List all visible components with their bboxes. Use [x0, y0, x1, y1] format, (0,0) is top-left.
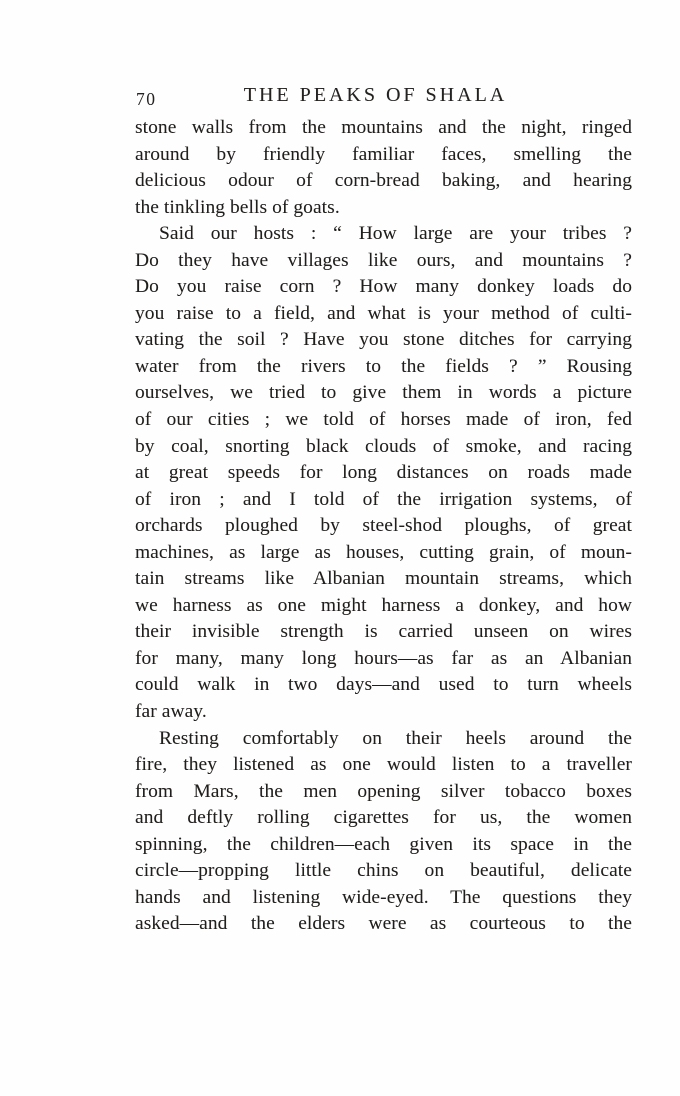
text-line: for many, many long hours—as far as an Albanian	[135, 647, 632, 669]
text-line: machines, as large as houses, cutting grain, of moun-	[135, 541, 632, 563]
text-line: we harness as one might harness a donkey, and how	[135, 594, 632, 616]
text-line: could walk in two days—and used to turn wheels	[135, 674, 632, 696]
running-title: THE PEAKS OF SHALA	[243, 84, 508, 106]
text-line: Resting comfortably on their heels around the	[159, 727, 632, 749]
text-line: Do you raise corn ? How many donkey loads do	[135, 276, 632, 298]
text-line: from Mars, the men opening silver tobacco boxes	[135, 780, 632, 802]
text-line: Do they have villages like ours, and mountains ?	[135, 249, 632, 271]
text-line: tain streams like Albanian mountain streams, which	[135, 568, 632, 590]
paragraph	[135, 115, 632, 221]
text-line: at great speeds for long distances on roads made	[135, 462, 632, 484]
text-line: far away.	[135, 701, 207, 723]
text-line: stone walls from the mountains and the night, ringed	[135, 117, 632, 138]
text-line: of iron ; and I told of the irrigation systems, of	[135, 488, 632, 510]
text-line: ourselves, we tried to give them in words a picture	[135, 382, 632, 404]
text-line: and deftly rolling cigarettes for us, the women	[135, 807, 632, 829]
text-line: around by friendly familiar faces, smelling the	[135, 143, 632, 165]
text-line: fire, they listened as one would listen to a traveller	[135, 754, 632, 776]
text-line: you raise to a field, and what is your method of culti-	[135, 302, 632, 324]
running-header	[135, 84, 632, 112]
paragraph	[135, 726, 632, 938]
text-line: vating the soil ? Have you stone ditches for carrying	[135, 329, 632, 351]
paragraph	[135, 221, 632, 725]
text-line: delicious odour of corn-bread baking, and hearing	[135, 170, 632, 192]
page-number: 70	[136, 89, 157, 109]
text-line: the tinkling bells of goats.	[135, 196, 340, 218]
text-line: circle—propping little chins on beautiful, delicate	[135, 860, 632, 882]
page-text	[135, 115, 632, 938]
text-line: water from the rivers to the fields ? ” Rousing	[135, 355, 632, 377]
text-line: asked—and the elders were as courteous to the	[135, 913, 632, 935]
text-line: of our cities ; we told of horses made of iron, fed	[135, 409, 632, 431]
text-line: by coal, snorting black clouds of smoke, and racing	[135, 435, 632, 457]
text-line: hands and listening wide-eyed. The questions they	[135, 886, 632, 908]
text-line: orchards ploughed by steel-shod ploughs, of great	[135, 515, 632, 537]
text-line: Said our hosts : “ How large are your tribes ?	[159, 223, 632, 245]
text-line: spinning, the children—each given its space in the	[135, 833, 632, 855]
text-line: their invisible strength is carried unseen on wires	[135, 621, 632, 643]
